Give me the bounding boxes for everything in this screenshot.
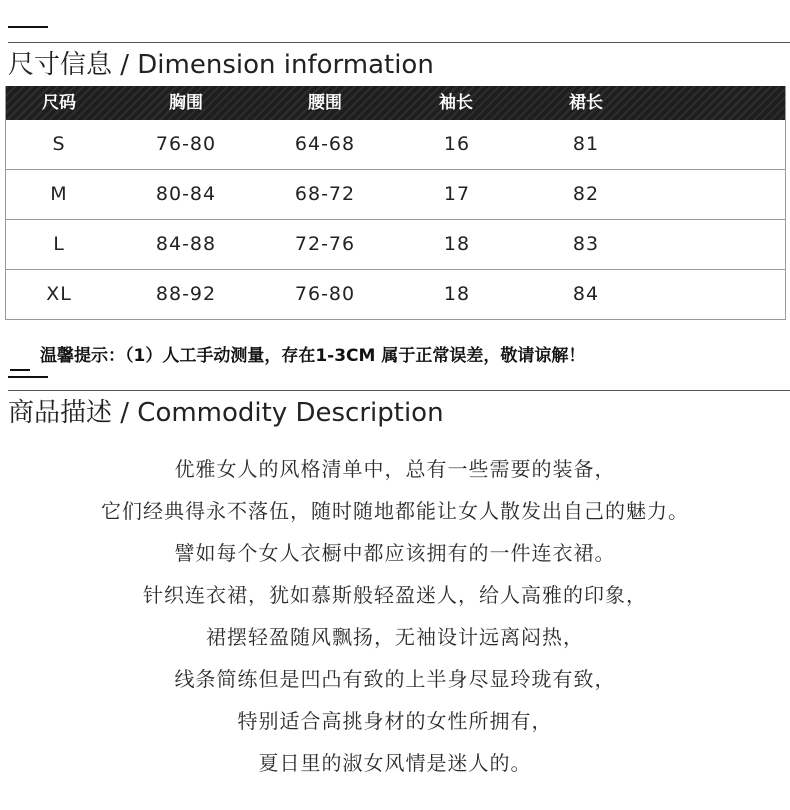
table-row	[6, 220, 785, 270]
cell-waist: 76-80	[294, 283, 356, 305]
description-body	[0, 448, 790, 784]
size-table	[5, 86, 786, 320]
cell-bust: 88-92	[155, 283, 217, 305]
measurement-note: 温馨提示：（1）人工手动测量，存在1-3CM 属于正常误差，敬请谅解！	[40, 346, 586, 366]
cell-bust: 80-84	[155, 183, 217, 205]
table-row	[6, 170, 785, 220]
cell-waist: 68-72	[294, 183, 356, 205]
header-waist: 腰围	[308, 93, 342, 113]
cell-dress-length: 81	[572, 133, 600, 155]
top-divider	[8, 42, 790, 43]
size-table-header	[6, 86, 785, 120]
cell-sleeve-length: 17	[443, 183, 471, 205]
cell-size: M	[50, 183, 68, 205]
cell-size: S	[52, 133, 66, 155]
description-line: 夏日里的淑女风情是迷人的。	[258, 751, 532, 775]
cell-sleeve-length: 18	[443, 233, 471, 255]
table-row	[6, 270, 785, 319]
cell-sleeve-length: 16	[443, 133, 471, 155]
cell-bust: 84-88	[155, 233, 217, 255]
cell-dress-length: 84	[572, 283, 600, 305]
description-line: 它们经典得永不落伍，随时随地都能让女人散发出自己的魅力。	[101, 499, 689, 523]
cell-size: XL	[46, 283, 72, 305]
cell-sleeve-length: 18	[443, 283, 471, 305]
header-dress-length: 裙长	[569, 93, 603, 113]
description-line: 譬如每个女人衣橱中都应该拥有的一件连衣裙。	[174, 541, 616, 565]
top-accent-rule	[8, 26, 48, 28]
description-accent-rule	[8, 376, 48, 378]
description-divider	[8, 390, 790, 391]
cell-bust: 76-80	[155, 133, 217, 155]
description-line: 针织连衣裙，犹如慕斯般轻盈迷人，给人高雅的印象，	[143, 583, 647, 607]
header-size: 尺码	[42, 93, 76, 113]
note-accent-rule	[10, 369, 30, 371]
cell-size: L	[53, 233, 65, 255]
cell-waist: 64-68	[294, 133, 356, 155]
cell-dress-length: 83	[572, 233, 600, 255]
table-row	[6, 120, 785, 170]
dimension-section-title: 尺寸信息 / Dimension information	[8, 50, 434, 80]
header-sleeve-length: 袖长	[439, 93, 473, 113]
cell-waist: 72-76	[294, 233, 356, 255]
header-bust: 胸围	[169, 93, 203, 113]
description-line: 特别适合高挑身材的女性所拥有，	[237, 709, 553, 733]
description-section-title: 商品描述 / Commodity Description	[8, 398, 444, 428]
description-line: 线条简练但是凹凸有致的上半身尽显玲珑有致，	[174, 667, 616, 691]
description-line: 裙摆轻盈随风飘扬，无袖设计远离闷热，	[206, 625, 584, 649]
description-line: 优雅女人的风格清单中，总有一些需要的装备，	[174, 457, 616, 481]
cell-dress-length: 82	[572, 183, 600, 205]
